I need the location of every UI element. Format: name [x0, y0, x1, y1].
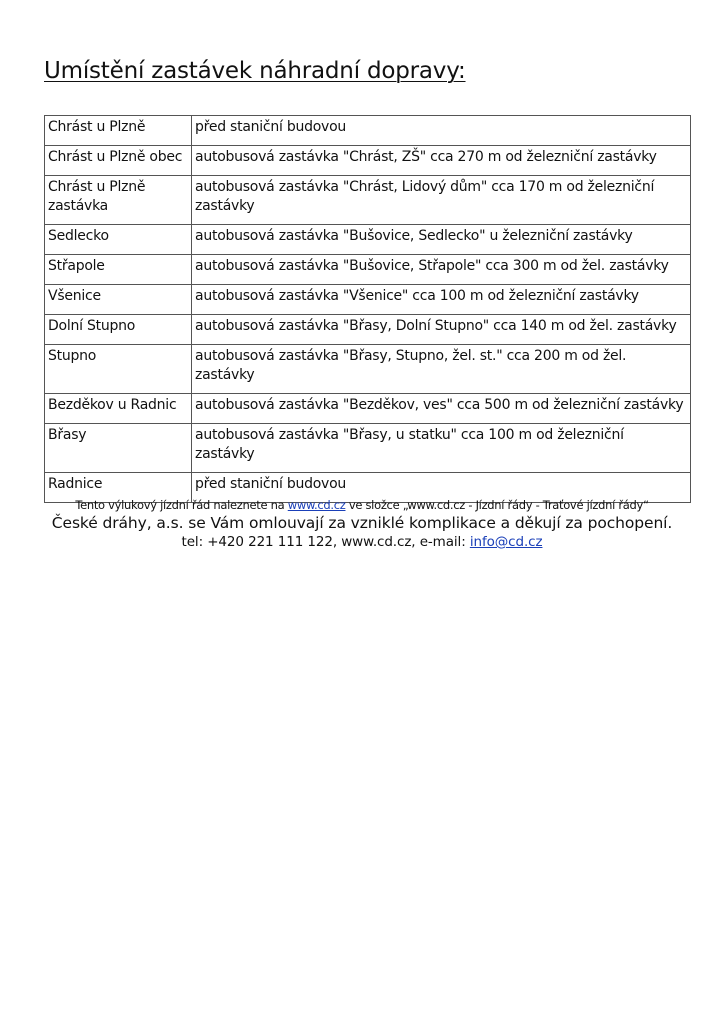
table-row [45, 225, 691, 255]
stop-name-cell: Sedlecko [45, 225, 192, 255]
table-row [45, 315, 691, 345]
stop-name-cell: Břasy [45, 424, 192, 473]
timetable-notice-prefix: Tento výlukový jízdní řád naleznete na [75, 498, 288, 512]
page-title: Umístění zastávek náhradní dopravy: [44, 58, 466, 84]
stop-name-cell: Stupno [45, 345, 192, 394]
stop-name-cell: Chrást u Plzně zastávka [45, 176, 192, 225]
table-row [45, 146, 691, 176]
stop-name-cell: Chrást u Plzně obec [45, 146, 192, 176]
stop-name-cell: Chrást u Plzně [45, 116, 192, 146]
stop-location-cell: autobusová zastávka "Bušovice, Sedlecko" u železniční zastávky [192, 225, 691, 255]
table-row [45, 424, 691, 473]
stop-location-cell: autobusová zastávka "Břasy, u statku" cca 100 m od železniční zastávky [192, 424, 691, 473]
stop-name-cell: Radnice [45, 473, 192, 503]
stop-name-cell: Všenice [45, 285, 192, 315]
contact-line [0, 533, 724, 551]
stop-location-cell: autobusová zastávka "Břasy, Stupno, žel. st." cca 200 m od žel. zastávky [192, 345, 691, 394]
stop-location-cell: autobusová zastávka "Chrást, Lidový dům" cca 170 m od železniční zastávky [192, 176, 691, 225]
apology-text: České dráhy, a.s. se Vám omlouvají za vzniklé komplikace a děkují za pochopení. [51, 514, 673, 532]
contact-prefix: tel: +420 221 111 122, www.cd.cz, e-mail: [181, 534, 470, 550]
stop-location-cell: autobusová zastávka "Bezděkov, ves" cca 500 m od železniční zastávky [192, 394, 691, 424]
stop-name-cell: Bezděkov u Radnic [45, 394, 192, 424]
timetable-notice [0, 497, 724, 513]
table-row [45, 345, 691, 394]
stop-location-cell: autobusová zastávka "Břasy, Dolní Stupno" cca 140 m od žel. zastávky [192, 315, 691, 345]
stops-table [44, 115, 691, 503]
table-row [45, 394, 691, 424]
table-row [45, 285, 691, 315]
table-row [45, 116, 691, 146]
stop-name-cell: Střapole [45, 255, 192, 285]
stop-location-cell: autobusová zastávka "Chrást, ZŠ" cca 270 m od železniční zastávky [192, 146, 691, 176]
footer [0, 497, 724, 551]
stop-name-cell: Dolní Stupno [45, 315, 192, 345]
table-row [45, 176, 691, 225]
timetable-notice-suffix: ve složce „www.cd.cz - Jízdní řády - Traťové jízdní řády“ [345, 498, 649, 512]
stop-location-cell: před staniční budovou [192, 116, 691, 146]
stops-table-body [45, 116, 691, 503]
table-row [45, 255, 691, 285]
cd-website-link[interactable]: www.cd.cz [287, 498, 346, 512]
email-link[interactable]: info@cd.cz [469, 534, 543, 550]
stop-location-cell: před staniční budovou [192, 473, 691, 503]
stop-location-cell: autobusová zastávka "Bušovice, Střapole" cca 300 m od žel. zastávky [192, 255, 691, 285]
stop-location-cell: autobusová zastávka "Všenice" cca 100 m od železniční zastávky [192, 285, 691, 315]
